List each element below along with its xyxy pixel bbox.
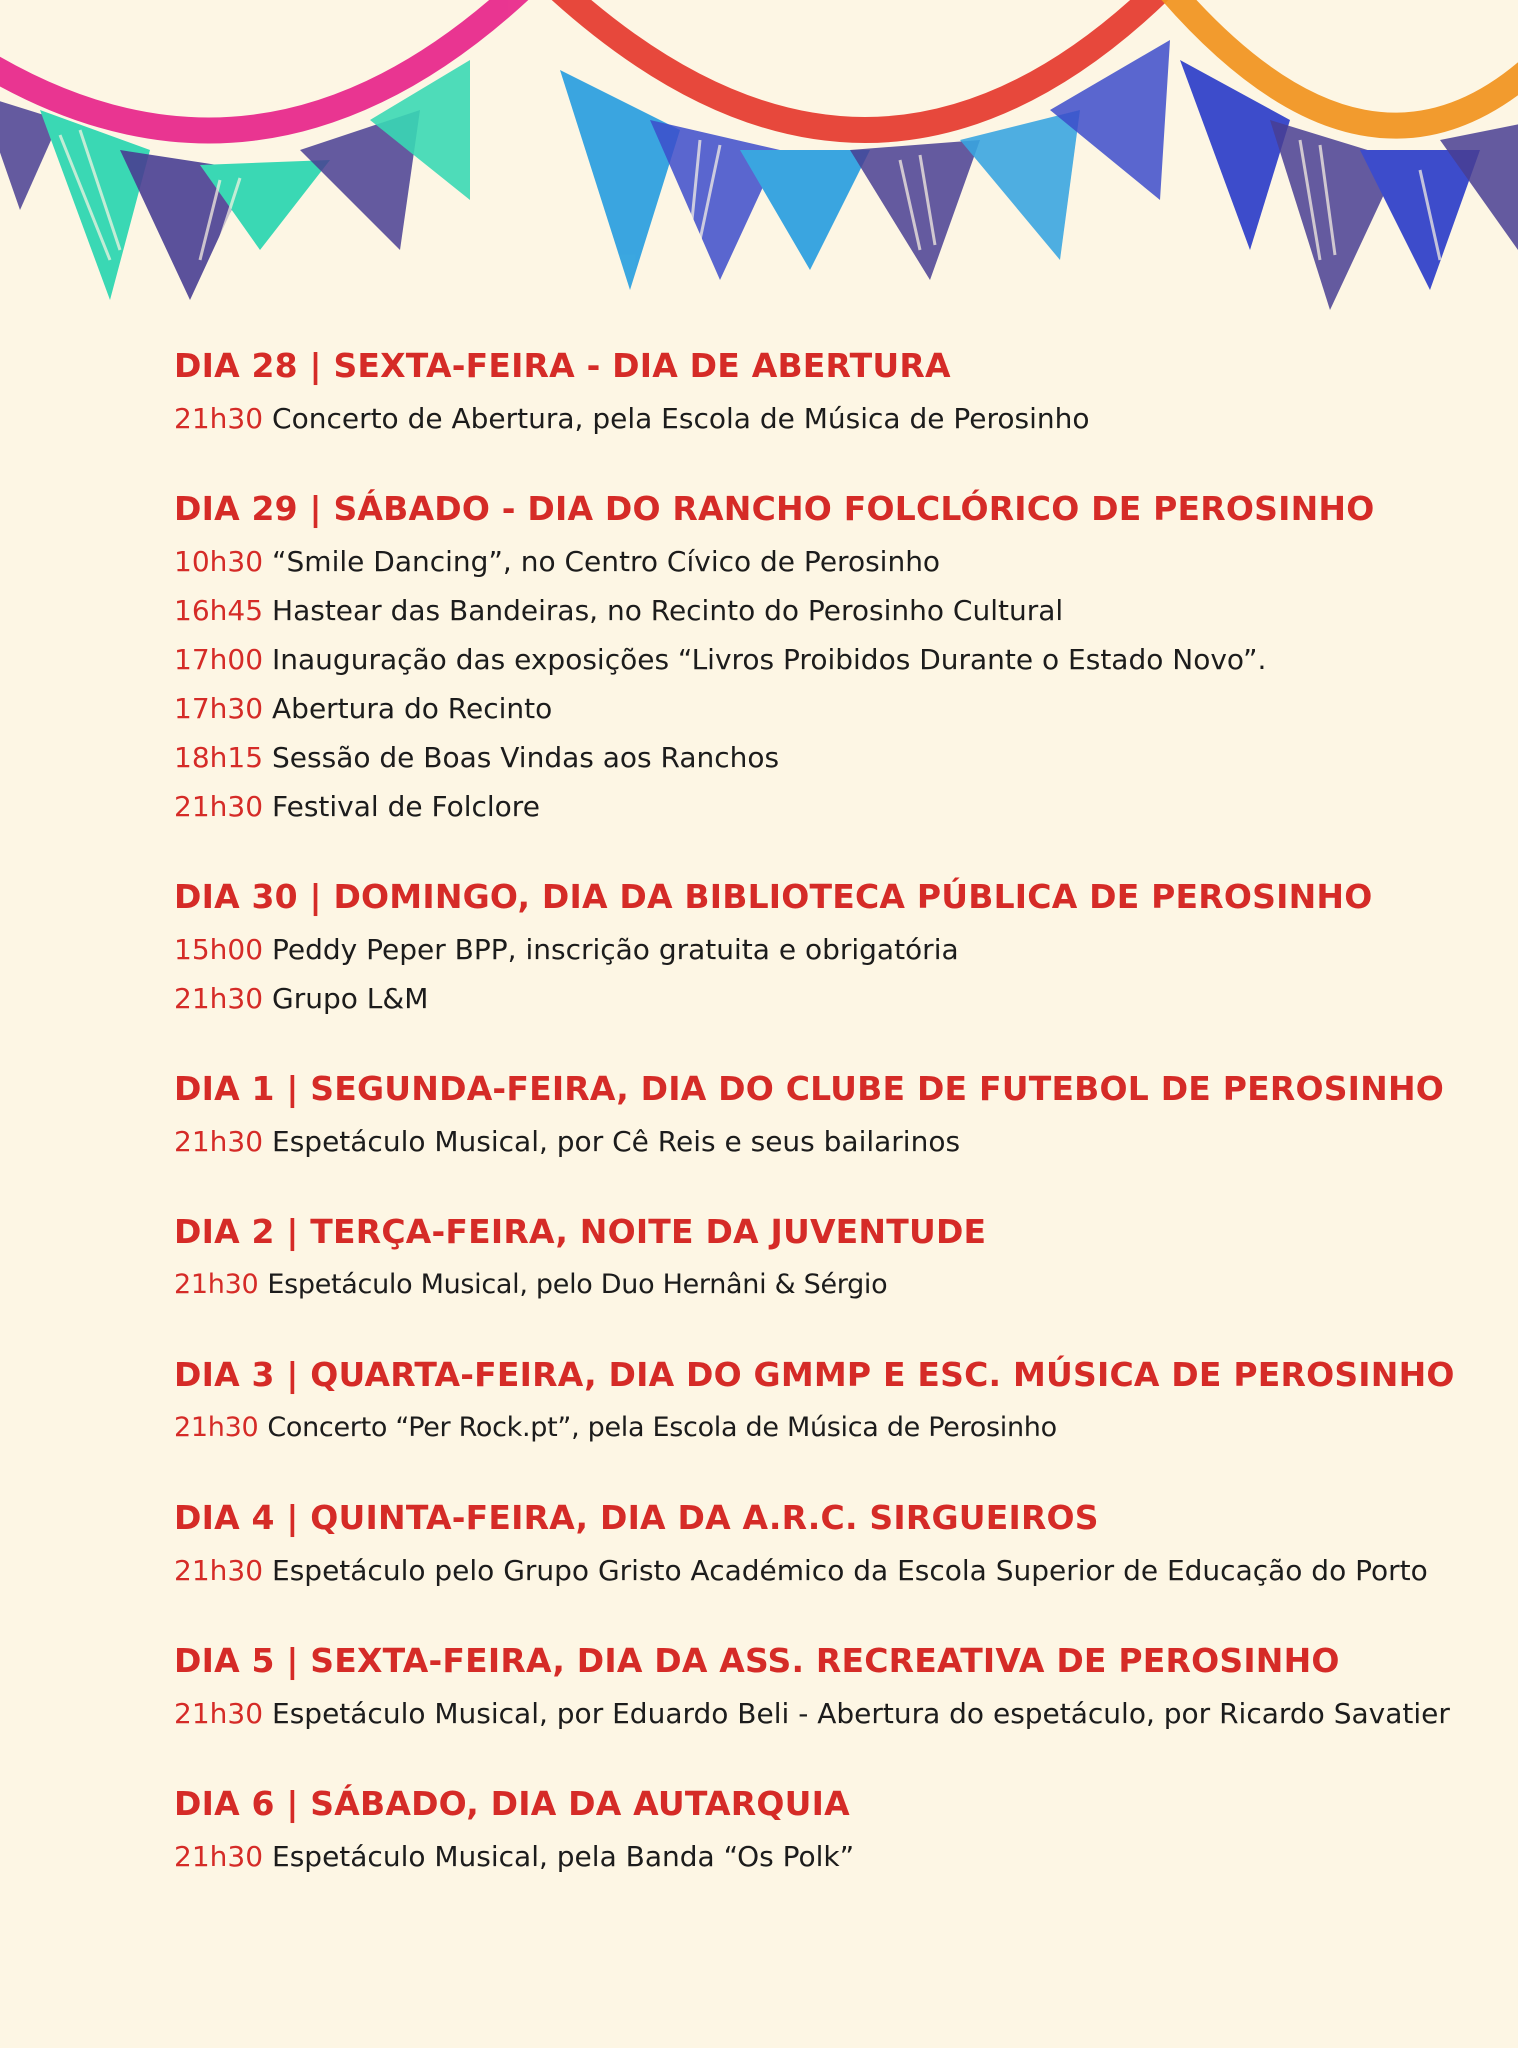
event-row xyxy=(174,1117,1494,1166)
event-description: Grupo L&M xyxy=(272,982,429,1015)
event-description: Espetáculo Musical, pelo Duo Hernâni & Sérgio xyxy=(267,1269,888,1300)
day-heading: DIA 1 | SEGUNDA-FEIRA, DIA DO CLUBE DE FUTEBOL DE PEROSINHO xyxy=(174,1069,1445,1108)
event-time: 21h30 xyxy=(174,1125,264,1158)
event-description: Concerto “Per Rock.pt”, pela Escola de Música de Perosinho xyxy=(267,1412,1057,1443)
event-row xyxy=(174,782,1494,831)
event-description: Sessão de Boas Vindas aos Ranchos xyxy=(272,741,780,774)
event-time: 18h15 xyxy=(174,741,264,774)
bunting-decoration xyxy=(0,0,1518,330)
day-section xyxy=(174,1351,1494,1452)
event-row xyxy=(174,1546,1494,1595)
event-description: Hastear das Bandeiras, no Recinto do Perosinho Cultural xyxy=(272,594,1064,627)
event-time: 17h30 xyxy=(174,692,264,725)
middle-garland xyxy=(560,0,1170,290)
event-row xyxy=(174,733,1494,782)
event-row xyxy=(174,1403,1494,1452)
event-time: 17h00 xyxy=(174,643,264,676)
event-schedule xyxy=(174,342,1494,1923)
left-garland xyxy=(0,0,520,300)
event-description: Espetáculo pelo Grupo Gristo Académico da Escola Superior de Educação do Porto xyxy=(272,1554,1428,1587)
day-heading: DIA 5 | SEXTA-FEIRA, DIA DA ASS. RECREATIVA DE PEROSINHO xyxy=(174,1641,1340,1680)
event-description: Peddy Peper BPP, inscrição gratuita e obrigatória xyxy=(272,933,959,966)
day-heading: DIA 2 | TERÇA-FEIRA, NOITE DA JUVENTUDE xyxy=(174,1212,987,1251)
day-heading: DIA 4 | QUINTA-FEIRA, DIA DA A.R.C. SIRGUEIROS xyxy=(174,1498,1099,1537)
day-heading: DIA 30 | DOMINGO, DIA DA BIBLIOTECA PÚBLICA DE PEROSINHO xyxy=(174,877,1373,916)
event-description: Inauguração das exposições “Livros Proibidos Durante o Estado Novo”. xyxy=(272,643,1267,676)
event-time: 21h30 xyxy=(174,1412,259,1443)
event-row xyxy=(174,586,1494,635)
event-row xyxy=(174,635,1494,684)
event-description: Concerto de Abertura, pela Escola de Música de Perosinho xyxy=(272,402,1090,435)
day-heading: DIA 29 | SÁBADO - DIA DO RANCHO FOLCLÓRICO DE PEROSINHO xyxy=(174,489,1375,528)
day-section xyxy=(174,1208,1494,1309)
event-time: 21h30 xyxy=(174,1697,264,1730)
event-row xyxy=(174,974,1494,1023)
day-section xyxy=(174,1494,1494,1595)
day-section xyxy=(174,1780,1494,1881)
day-section xyxy=(174,342,1494,443)
event-row xyxy=(174,1260,1494,1309)
day-heading: DIA 3 | QUARTA-FEIRA, DIA DO GMMP E ESC. MÚSICA DE PEROSINHO xyxy=(174,1355,1455,1394)
event-row xyxy=(174,1689,1494,1738)
day-section xyxy=(174,873,1494,1023)
event-row xyxy=(174,684,1494,733)
event-time: 21h30 xyxy=(174,982,264,1015)
day-heading: DIA 6 | SÁBADO, DIA DA AUTARQUIA xyxy=(174,1784,850,1823)
day-heading: DIA 28 | SEXTA-FEIRA - DIA DE ABERTURA xyxy=(174,346,951,385)
day-section xyxy=(174,1637,1494,1738)
event-row xyxy=(174,394,1494,443)
event-description: Abertura do Recinto xyxy=(272,692,553,725)
event-time: 21h30 xyxy=(174,1269,259,1300)
event-time: 21h30 xyxy=(174,790,264,823)
event-description: Espetáculo Musical, por Eduardo Beli - Abertura do espetáculo, por Ricardo Savatier xyxy=(272,1697,1450,1730)
event-row xyxy=(174,537,1494,586)
event-time: 16h45 xyxy=(174,594,264,627)
event-time: 15h00 xyxy=(174,933,264,966)
event-time: 10h30 xyxy=(174,545,264,578)
event-time: 21h30 xyxy=(174,402,264,435)
event-description: Espetáculo Musical, por Cê Reis e seus bailarinos xyxy=(272,1125,961,1158)
event-time: 21h30 xyxy=(174,1840,264,1873)
bunting-flags-image xyxy=(0,0,1518,330)
event-row xyxy=(174,925,1494,974)
event-description: “Smile Dancing”, no Centro Cívico de Perosinho xyxy=(272,545,941,578)
event-row xyxy=(174,1832,1494,1881)
event-description: Espetáculo Musical, pela Banda “Os Polk” xyxy=(272,1840,855,1873)
day-section xyxy=(174,1065,1494,1166)
event-time: 21h30 xyxy=(174,1554,264,1587)
day-section xyxy=(174,485,1494,831)
right-garland xyxy=(1170,0,1518,310)
event-description: Festival de Folclore xyxy=(272,790,540,823)
